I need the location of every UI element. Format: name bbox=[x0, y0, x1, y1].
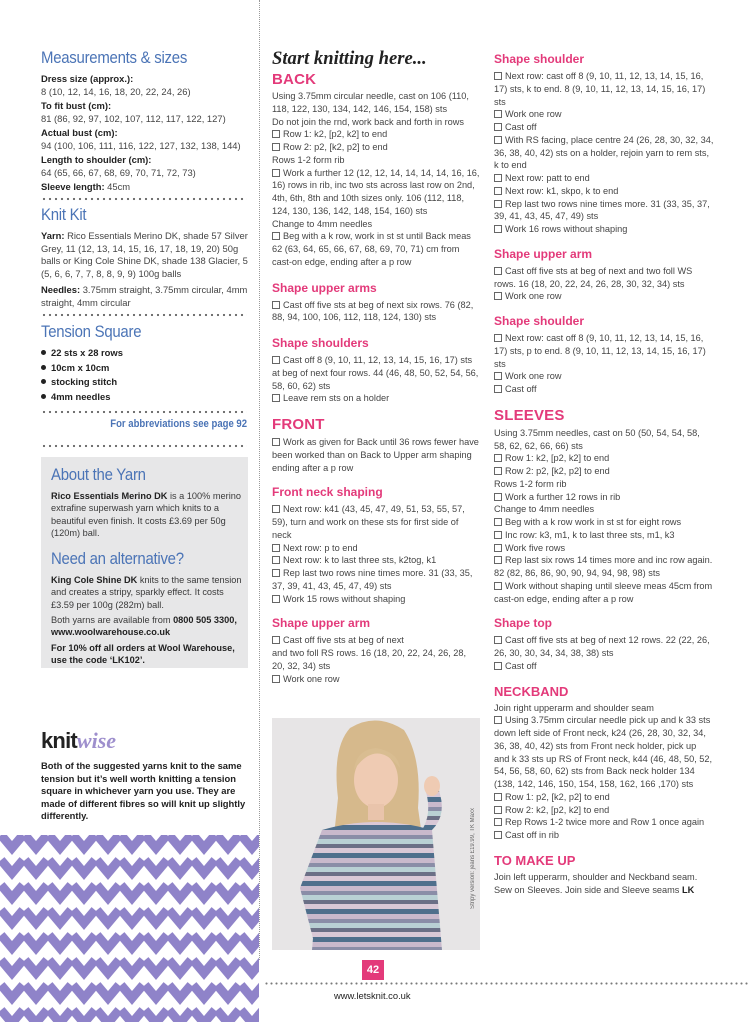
make-up-text: Join left upperarm, shoulder and Neckband seam. Sew on Sleeves. Join side and Sleeve seams LK bbox=[494, 871, 698, 895]
checkbox[interactable] bbox=[272, 232, 280, 240]
checkbox[interactable] bbox=[494, 187, 502, 195]
end-mark: LK bbox=[681, 884, 695, 895]
knit-stitch-pattern bbox=[0, 835, 259, 1022]
checkbox[interactable] bbox=[494, 806, 502, 814]
instruction-step: Cast off in rib bbox=[494, 829, 714, 842]
instruction-step: Work one row bbox=[272, 673, 480, 686]
sleeve-label: Sleeve length: bbox=[41, 181, 105, 192]
checkbox[interactable] bbox=[494, 454, 502, 462]
yarn-value: Rico Essentials Merino DK, shade 57 Silver Grey, 11 (12, 13, 14, 15, 16, 17, 18, 19, 20) 50g balls or King Cole Shine DK, shade 138 Glacier, 5 (5, 6, 6, 7, 7, 8, 8, 9, 9) 100g balls bbox=[41, 230, 248, 279]
checkbox[interactable] bbox=[494, 334, 502, 342]
checkbox[interactable] bbox=[494, 225, 502, 233]
tension-item: stocking stitch bbox=[41, 375, 251, 390]
knit-kit-section bbox=[41, 205, 251, 309]
checkbox[interactable] bbox=[494, 267, 502, 275]
shape-upper-arms-heading: Shape upper arms bbox=[272, 280, 377, 295]
tension-item: 4mm needles bbox=[41, 390, 251, 405]
instruction-step: Rep last two rows nine times more. 31 (33, 35, 37, 39, 41, 43, 45, 47, 49) sts bbox=[272, 568, 473, 591]
instruction-text: Change to 4mm needles bbox=[272, 218, 373, 229]
fit-bust-label: To fit bust (cm): bbox=[41, 100, 112, 111]
dotted-divider bbox=[41, 197, 247, 201]
checkbox[interactable] bbox=[494, 793, 502, 801]
instruction-step: Work five rows bbox=[494, 542, 714, 555]
checkbox[interactable] bbox=[272, 356, 280, 364]
shape-shoulder-heading: Shape shoulder bbox=[494, 52, 585, 66]
checkbox[interactable] bbox=[494, 372, 502, 380]
instruction-step: Cast off bbox=[494, 660, 714, 673]
instruction-step: Cast off five sts at beg of next 12 rows. 22 (22, 26, 26, 30, 30, 34, 34, 38, 38) sts bbox=[494, 635, 710, 658]
checkbox[interactable] bbox=[272, 636, 280, 644]
fit-bust-value: 81 (86, 92, 97, 102, 107, 112, 117, 122, 127) bbox=[41, 112, 226, 124]
shape-top-heading: Shape top bbox=[494, 616, 553, 631]
instruction-step: Beg with a k row work in st st for eight rows bbox=[494, 516, 714, 529]
instruction-step: Row 2: p2, [k2, p2] to end bbox=[494, 465, 714, 478]
instruction-step: Rep Rows 1-2 twice more and Row 1 once again bbox=[494, 816, 714, 829]
model-photo bbox=[272, 718, 480, 950]
about-yarn-heading: About the Yarn bbox=[51, 465, 146, 484]
checkbox[interactable] bbox=[272, 130, 280, 138]
instruction-step: Work 15 rows without shaping bbox=[272, 593, 480, 606]
instruction-step: Row 2: k2, [p2, k2] to end bbox=[494, 804, 714, 817]
needles-label: Needles: bbox=[41, 284, 81, 295]
needles-value: 3.75mm straight, 3.75mm circular, 4mm straight, 4mm circular bbox=[41, 284, 248, 308]
back-heading: BACK bbox=[272, 71, 317, 88]
bullet-icon bbox=[41, 394, 46, 399]
instruction-step: Cast off five sts at beg of next and two foll WS rows. 16 (18, 20, 22, 24, 26, 28, 30, 32, 34) sts bbox=[494, 265, 693, 289]
instruction-text: and two foll RS rows. 16 (18, 20, 22, 24, 26, 28, 20, 32, 34) sts bbox=[272, 648, 467, 671]
dress-size-label: Dress size (approx.): bbox=[41, 73, 134, 84]
instruction-step: Inc row: k3, m1, k to last three sts, m1, k3 bbox=[494, 529, 714, 542]
instruction-step: Next row: k41 (43, 45, 47, 49, 51, 53, 55, 57, 59), turn and work on these sts for first side of neck bbox=[272, 504, 465, 540]
instruction-step: With RS facing, place centre 24 (26, 28, 30, 32, 34, 36, 38, 40, 42) sts on a holder, rejoin yarn to rem sts, k to end bbox=[494, 134, 714, 171]
checkbox[interactable] bbox=[494, 200, 502, 208]
tension-item: 10cm x 10cm bbox=[41, 361, 251, 376]
woolwarehouse-link[interactable]: www.woolwarehouse.co.uk bbox=[51, 627, 171, 638]
about-yarn-text: Rico Essentials Merino DK is a 100% merino extrafine superwash yarn which knits to a beautiful even finish. It costs £3.69 per 50g (120m) ball. bbox=[51, 491, 241, 538]
abbreviations-link[interactable]: For abbreviations see page 92 bbox=[110, 418, 247, 430]
measurements-section bbox=[41, 48, 251, 194]
checkbox[interactable] bbox=[272, 438, 280, 446]
bullet-icon bbox=[41, 379, 46, 384]
knitwise-logo: knitwise bbox=[41, 728, 117, 753]
instruction-step: Cast off five sts at beg of next bbox=[272, 634, 480, 647]
instruction-step: Next row: cast off 8 (9, 10, 11, 12, 13, 14, 15, 16, 17) sts, p to end. 8 (9, 10, 11, 12, 13, 14, 15, 16, 17) sts bbox=[494, 333, 706, 369]
instruction-step: Work one row bbox=[494, 290, 714, 303]
instruction-step: Next row: k to last three sts, k2tog, k1 bbox=[272, 554, 480, 567]
model-illustration bbox=[272, 718, 480, 950]
checkbox[interactable] bbox=[272, 143, 280, 151]
checkbox[interactable] bbox=[272, 556, 280, 564]
checkbox[interactable] bbox=[272, 544, 280, 552]
measurements-heading: Measurements & sizes bbox=[41, 48, 188, 67]
instruction-step: Rep last six rows 14 times more and inc row again. 82 (82, 86, 86, 90, 90, 94, 94, 98, 98) sts bbox=[494, 555, 713, 578]
instruction-step: Cast off 8 (9, 10, 11, 12, 13, 14, 15, 16, 17) sts at beg of next four rows. 44 (46, 48, 50, 52, 54, 56, 58, 60, 62) sts bbox=[272, 355, 479, 391]
checkbox[interactable] bbox=[494, 123, 502, 131]
website-link[interactable]: www.letsknit.co.uk bbox=[334, 990, 411, 1001]
dress-size-value: 8 (10, 12, 14, 16, 18, 20, 22, 24, 26) bbox=[41, 85, 191, 97]
shape-upper-arm-heading: Shape upper arm bbox=[272, 616, 371, 631]
checkbox[interactable] bbox=[272, 675, 280, 683]
photo-credit: Stripy version: jeans £19.99, TK Maxx bbox=[470, 808, 476, 909]
alternative-heading: Need an alternative? bbox=[51, 549, 184, 569]
actual-bust-label: Actual bust (cm): bbox=[41, 127, 118, 138]
checkbox[interactable] bbox=[494, 662, 502, 670]
instruction-step: Row 1: k2, [p2, k2] to end bbox=[272, 128, 480, 141]
availability-text: Both yarns are available from 0800 505 3300, www.woolwarehouse.co.uk bbox=[51, 615, 237, 638]
knitwise-text: Both of the suggested yarns knit to the same tension but it’s well worth knitting a tension square in whichever yarn you use. They are made of different fibres so will knit up slightly differently. bbox=[41, 760, 246, 822]
left-column bbox=[0, 0, 259, 1022]
instruction-step: Work one row bbox=[494, 108, 714, 121]
checkbox[interactable] bbox=[494, 72, 502, 80]
offer-text: For 10% off all orders at Wool Warehouse, use the code ‘LK102’. bbox=[51, 642, 235, 665]
tension-item: 22 sts x 28 rows bbox=[41, 346, 251, 361]
instruction-text: Rows 1-2 form rib bbox=[272, 154, 345, 165]
right-column bbox=[494, 52, 714, 896]
checkbox[interactable] bbox=[494, 467, 502, 475]
yarn-label: Yarn: bbox=[41, 230, 65, 241]
instruction-step: Row 2: p2, [k2, p2] to end bbox=[272, 141, 480, 154]
instruction-step: Rep last two rows nine times more. 31 (33, 35, 37, 39, 41, 43, 45, 47, 49) sts bbox=[494, 198, 710, 222]
make-up-heading: TO MAKE UP bbox=[494, 852, 576, 868]
instruction-step: Work 16 rows without shaping bbox=[494, 223, 714, 236]
instruction-text: Using 3.75mm needles, cast on 50 (50, 54, 54, 58, 58, 62, 62, 66, 66) sts bbox=[494, 427, 700, 451]
checkbox[interactable] bbox=[494, 174, 502, 182]
yarn-info-box bbox=[41, 457, 248, 668]
front-heading: FRONT bbox=[272, 416, 325, 433]
instruction-step: Cast off bbox=[494, 121, 714, 134]
instruction-text: Using 3.75mm circular needle, cast on 106 (110, 118, 122, 130, 134, 142, 146, 154, 158) sts bbox=[272, 91, 469, 114]
alternative-text: King Cole Shine DK knits to the same tension and creates a stripy, sparkly effect. It costs £3.59 per 100g (282m) ball. bbox=[51, 575, 242, 610]
checkbox[interactable] bbox=[272, 301, 280, 309]
instruction-step: Work without shaping until sleeve meas 45cm from cast-on edge, ending after a p row bbox=[494, 580, 713, 604]
sleeves-heading: SLEEVES bbox=[494, 406, 565, 424]
checkbox[interactable] bbox=[494, 582, 502, 590]
instruction-step: Row 1: p2, [k2, p2] to end bbox=[494, 791, 714, 804]
instruction-step: Work a further 12 rows in rib bbox=[494, 491, 714, 504]
instruction-step: Work a further 12 (12, 12, 14, 14, 14, 14, 16, 16, 16) rows in rib, inc two sts across last row on 2nd, 4th, 6th, 8th and 10th sizes only. 106 (112, 118, 124, 130, 136, 142, 148, 154, 160) sts bbox=[272, 167, 480, 216]
instruction-step: Next row: patt to end bbox=[494, 172, 714, 185]
instruction-text: Change to 4mm needles bbox=[494, 504, 595, 515]
instruction-step: Row 1: k2, [p2, k2] to end bbox=[494, 452, 714, 465]
checkbox[interactable] bbox=[494, 136, 502, 144]
checkbox[interactable] bbox=[494, 831, 502, 839]
instruction-step: Leave rem sts on a holder bbox=[272, 392, 480, 405]
footer-dotted-line bbox=[264, 982, 750, 985]
instruction-text: Do not join the rnd, work back and forth in rows bbox=[272, 116, 465, 127]
neckband-heading: NECKBAND bbox=[494, 683, 569, 699]
sleeve-value: 45cm bbox=[107, 181, 131, 192]
sleeve-length bbox=[41, 181, 251, 194]
instruction-step: Next row: cast off 8 (9, 10, 11, 12, 13, 14, 15, 16, 17) sts, k to end. 8 (9, 10, 11, 12, 13, 14, 15, 16, 17) sts bbox=[494, 71, 706, 107]
instruction-step: Next row: p to end bbox=[272, 542, 480, 555]
length-value: 64 (65, 66, 67, 68, 69, 70, 71, 72, 73) bbox=[41, 166, 196, 178]
checkbox[interactable] bbox=[494, 531, 502, 539]
instruction-text: Rows 1-2 form rib bbox=[494, 478, 567, 489]
instruction-step: Cast off bbox=[494, 383, 714, 396]
checkbox[interactable] bbox=[494, 518, 502, 526]
checkbox[interactable] bbox=[494, 110, 502, 118]
dotted-divider bbox=[41, 313, 247, 317]
shape-upper-arm-heading: Shape upper arm bbox=[494, 246, 593, 261]
instruction-step: Beg with a k row, work in st st until Back meas 62 (63, 64, 65, 66, 67, 68, 69, 70, 71) cm from cast-on edge, ending after a p row bbox=[272, 231, 471, 267]
middle-column bbox=[272, 48, 480, 685]
checkbox[interactable] bbox=[494, 818, 502, 826]
checkbox[interactable] bbox=[272, 169, 280, 177]
length-label: Length to shoulder (cm): bbox=[41, 154, 152, 165]
needles-info bbox=[41, 284, 251, 309]
checkbox[interactable] bbox=[494, 385, 502, 393]
instruction-step: Cast off five sts at beg of next six rows. 76 (82, 88, 94, 100, 106, 112, 118, 124, 130) sts bbox=[272, 299, 474, 323]
checkbox[interactable] bbox=[494, 544, 502, 552]
pattern-title: Start knitting here... bbox=[272, 48, 427, 69]
dotted-divider bbox=[41, 444, 247, 448]
shape-shoulder-heading: Shape shoulder bbox=[494, 314, 585, 328]
front-neck-shaping-heading: Front neck shaping bbox=[272, 485, 383, 500]
bullet-icon bbox=[41, 350, 46, 355]
instruction-step: Using 3.75mm circular needle pick up and k 33 sts down left side of Front neck, k24 (26, 28, 30, 32, 34, 36, 38, 40, 42) sts from Front neck holder, pick up and k 33 sts up RS of Front neck, k44 (46, 48, 50, 52, 54, 56, 58, 60, 62) sts from Back neck holder 134 (138, 142, 146, 150, 154, 158, 162, 166 ,170) sts bbox=[494, 715, 713, 789]
actual-bust-value: 94 (100, 106, 111, 116, 122, 127, 132, 138, 144) bbox=[41, 139, 241, 151]
tension-section bbox=[41, 322, 251, 404]
shape-shoulders-heading: Shape shoulders bbox=[272, 336, 369, 350]
bullet-icon bbox=[41, 365, 46, 370]
instruction-step: Work as given for Back until 36 rows fewer have been worked than on Back to Upper arm shaping ending after a p row bbox=[272, 437, 479, 473]
column-divider bbox=[259, 0, 260, 960]
page-number: 42 bbox=[362, 960, 384, 980]
checkbox[interactable] bbox=[494, 716, 502, 724]
tension-heading: Tension Square bbox=[41, 322, 142, 341]
yarn-info bbox=[41, 230, 251, 280]
checkbox[interactable] bbox=[494, 493, 502, 501]
checkbox[interactable] bbox=[272, 505, 280, 513]
phone-number: 0800 505 3300, bbox=[173, 615, 237, 626]
checkbox[interactable] bbox=[272, 569, 280, 577]
checkbox[interactable] bbox=[272, 595, 280, 603]
checkbox[interactable] bbox=[494, 292, 502, 300]
checkbox[interactable] bbox=[272, 394, 280, 402]
knit-kit-heading: Knit Kit bbox=[41, 205, 87, 224]
instruction-step: Next row: k1, skpo, k to end bbox=[494, 185, 714, 198]
checkbox[interactable] bbox=[494, 636, 502, 644]
instruction-step: Work one row bbox=[494, 370, 714, 383]
instruction-text: Join right upperarm and shoulder seam bbox=[494, 702, 654, 713]
dotted-divider bbox=[41, 410, 247, 414]
checkbox[interactable] bbox=[494, 556, 502, 564]
